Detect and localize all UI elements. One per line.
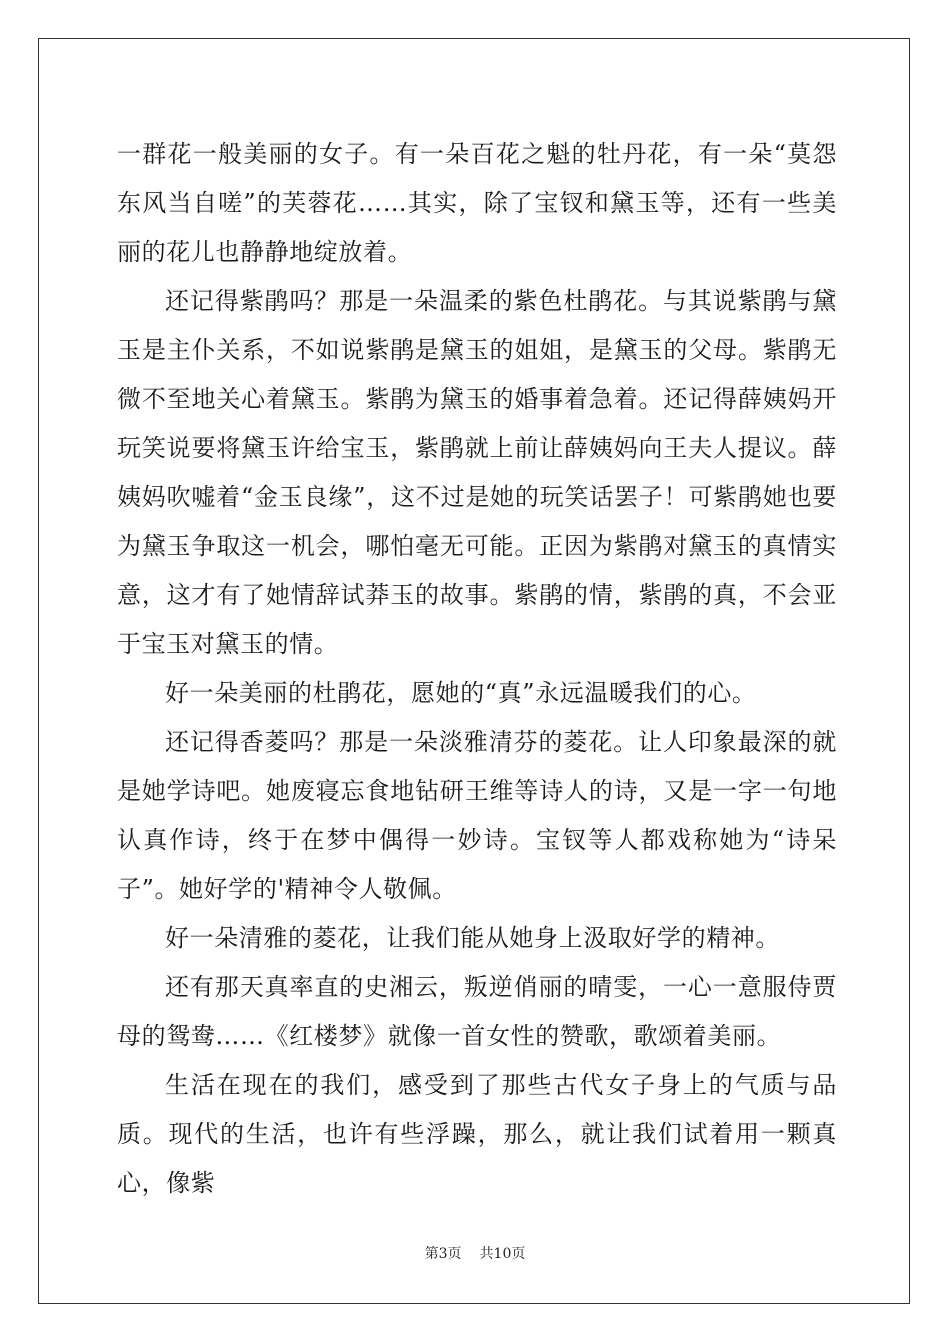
paragraph: 好一朵清雅的菱花，让我们能从她身上汲取好学的精神。	[165, 924, 780, 952]
paragraph: 还有那天真率直的史湘云，叛逆俏丽的晴雯，一心一意服侍贾母的鸳鸯……《红楼梦》就像一首女性的赞歌，歌颂着美丽。	[117, 973, 837, 1050]
paragraph: 还记得香菱吗？那是一朵淡雅清芬的菱花。让人印象最深的就是她学诗吧。她废寝忘食地钻研王维等诗人的诗，又是一字一句地认真作诗，终于在梦中偶得一妙诗。宝钗等人都戏称她为“诗呆子”。她好学的'精神令人敬佩。	[117, 728, 837, 903]
paragraph: 好一朵美丽的杜鹃花，愿她的“真”永远温暖我们的心。	[165, 679, 757, 707]
page-footer	[0, 1244, 950, 1264]
paragraph: 还记得紫鹃吗？那是一朵温柔的紫色杜鹃花。与其说紫鹃与黛玉是主仆关系，不如说紫鹃是黛玉的姐姐，是黛玉的父母。紫鹃无微不至地关心着黛玉。紫鹃为黛玉的婚事着急着。还记得薛姨妈开玩笑说要将黛玉许给宝玉，紫鹃就上前让薛姨妈向王夫人提议。薛姨妈吹嘘着“金玉良缘”，这不过是她的玩笑话罢子！可紫鹃她也要为黛玉争取这一机会，哪怕毫无可能。正因为紫鹃对黛玉的真情实意，这才有了她情辞试莽玉的故事。紫鹃的情，紫鹃的真，不会亚于宝玉对黛玉的情。	[117, 287, 837, 658]
page-total: 共10页	[479, 1246, 526, 1262]
paragraph: 生活在现在的我们，感受到了那些古代女子身上的气质与品质。现代的生活，也许有些浮躁，那么，就让我们试着用一颗真心，像紫	[117, 1071, 837, 1197]
page-number: 第3页	[424, 1246, 462, 1262]
body-text	[117, 130, 837, 1208]
paragraph: 一群花一般美丽的女子。有一朵百花之魁的牡丹花，有一朵“莫怨东风当自嗟”的芙蓉花……其实，除了宝钗和黛玉等，还有一些美丽的花儿也静静地绽放着。	[117, 140, 837, 266]
